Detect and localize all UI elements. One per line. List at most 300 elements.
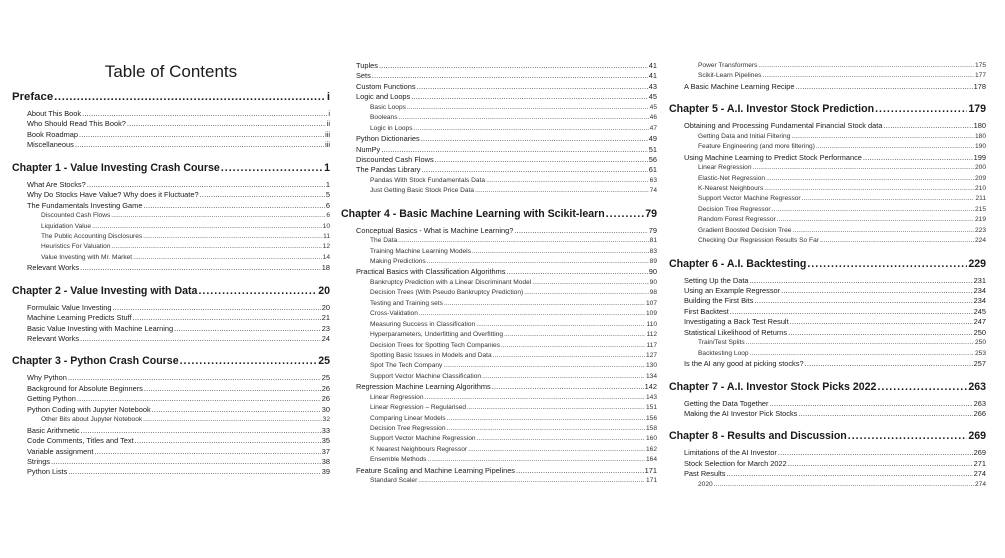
dot-leader	[802, 194, 975, 204]
toc-entry-label: Standard Scaler	[370, 477, 418, 485]
dot-leader	[730, 307, 973, 317]
toc-entry-page: 130	[645, 362, 657, 370]
toc-entry[interactable]	[669, 153, 986, 163]
chapter-5-heading[interactable]: Chapter 5 - A.I. Investor Stock Prediction ..... 179	[669, 101, 986, 117]
toc-subentry[interactable]	[669, 132, 986, 142]
toc-entry-label: Liquidation Value	[41, 222, 92, 230]
toc-entry[interactable]	[341, 267, 657, 277]
toc-entry-page: 45	[648, 92, 657, 102]
toc-subentry[interactable]	[341, 414, 657, 424]
dot-leader	[81, 426, 321, 436]
toc-subentry[interactable]	[341, 320, 657, 330]
toc-entry-page: 269	[973, 448, 986, 458]
chapter-4-continued-list	[669, 61, 986, 92]
toc-entry-page: ii	[326, 119, 330, 129]
dot-leader	[152, 405, 321, 415]
toc-entry-label: Relevant Works	[27, 334, 80, 343]
toc-entry-label: K-Nearest Neighbours	[698, 184, 764, 192]
toc-entry-page: 190	[974, 143, 986, 151]
toc-entry[interactable]	[341, 165, 657, 175]
toc-subentry[interactable]	[12, 242, 330, 252]
toc-entry[interactable]	[12, 190, 330, 200]
toc-entry-page: 117	[646, 341, 657, 349]
toc-entry-label: Power Transformers	[698, 62, 758, 69]
chapter-1-list	[12, 180, 330, 274]
toc-subentry[interactable]	[341, 236, 657, 246]
toc-entry-label: Statistical Likelihood of Returns	[684, 327, 788, 337]
toc-entry-page: 6	[325, 200, 330, 210]
toc-subentry[interactable]	[341, 341, 657, 351]
toc-subentry[interactable]	[341, 372, 657, 382]
dot-leader	[477, 434, 645, 444]
dot-leader	[80, 334, 321, 344]
toc-subentry[interactable]	[669, 142, 986, 152]
dot-leader	[750, 276, 973, 286]
toc-entry[interactable]	[341, 155, 657, 165]
dot-leader	[443, 361, 645, 371]
toc-subentry[interactable]	[12, 253, 330, 263]
toc-entry[interactable]	[341, 226, 657, 236]
toc-entry-page: i	[328, 109, 330, 118]
toc-entry[interactable]	[669, 286, 986, 296]
toc-entry[interactable]	[12, 426, 330, 436]
toc-subentry[interactable]	[669, 226, 986, 236]
dot-leader	[788, 459, 973, 469]
toc-entry-page: 14	[322, 253, 330, 261]
toc-entry[interactable]	[669, 328, 986, 338]
dot-leader	[514, 226, 647, 236]
toc-entry-label: Comparing Linear Models	[370, 414, 446, 422]
toc-entry[interactable]	[341, 134, 657, 144]
toc-entry-label: Ensemble Methods	[370, 456, 427, 464]
toc-subentry[interactable]	[341, 124, 657, 134]
toc-entry-label: The Fundamentals Investing Game	[27, 200, 143, 210]
toc-entry-page: 1	[325, 179, 330, 189]
toc-entry-label: About This Book	[27, 109, 82, 118]
toc-entry-label: Stock Selection for March 2022	[684, 458, 787, 468]
dot-leader	[427, 455, 645, 465]
toc-entry[interactable]	[12, 405, 330, 415]
toc-entry[interactable]	[12, 313, 330, 323]
toc-entry-label: Elastic-Net Regression	[698, 174, 766, 182]
toc-subentry[interactable]	[12, 211, 330, 221]
dot-leader	[79, 130, 324, 140]
toc-subentry[interactable]	[12, 415, 330, 425]
dot-leader	[174, 324, 321, 334]
toc-entry-label: Regression Machine Learning Algorithms	[356, 382, 491, 392]
toc-entry-label: The Pandas Library	[356, 165, 421, 175]
toc-entry-label: Support Vector Machine Classification	[370, 372, 482, 380]
chapter-1-heading[interactable]: Chapter 1 - Value Investing Crash Course ..... 1	[12, 160, 330, 176]
toc-subentry[interactable]	[669, 215, 986, 225]
toc-entry-label: Other Bits about Jupyter Notebook	[41, 416, 143, 424]
toc-subentry[interactable]	[12, 222, 330, 232]
toc-entry-label: Machine Learning Predicts Stuff	[27, 313, 132, 323]
toc-entry[interactable]	[669, 317, 986, 327]
chapter-3-continued-list	[341, 61, 657, 197]
toc-subentry[interactable]	[341, 476, 657, 486]
toc-subentry[interactable]	[341, 309, 657, 319]
dot-leader	[532, 278, 648, 288]
toc-entry-page: 38	[321, 456, 330, 466]
dot-leader	[68, 373, 321, 383]
toc-entry[interactable]	[669, 307, 986, 317]
chapter-5-list	[669, 121, 986, 246]
dot-leader	[418, 476, 645, 486]
toc-entry-label: A Basic Machine Learning Recipe	[684, 81, 795, 91]
toc-entry-page: 6	[326, 212, 330, 220]
toc-entry-page: 271	[973, 458, 986, 468]
toc-entry[interactable]	[12, 263, 330, 273]
chapter-7-list	[669, 399, 986, 420]
toc-entry-page: 274	[974, 480, 986, 488]
toc-entry-label: Variable assignment	[27, 446, 94, 456]
toc-entry-page: 162	[645, 445, 657, 453]
toc-subentry[interactable]	[341, 113, 657, 123]
dot-leader	[792, 226, 974, 236]
toc-entry-label: Random Forest Regressor	[698, 216, 776, 224]
dot-leader	[435, 155, 648, 165]
dot-leader	[444, 299, 645, 309]
toc-column-3	[669, 0, 986, 490]
toc-entry-label: Formulaic Value Investing	[27, 302, 112, 312]
dot-leader	[68, 467, 321, 477]
chapter-4-list	[341, 226, 657, 487]
toc-entry[interactable]	[341, 145, 657, 155]
dot-leader	[475, 186, 649, 196]
chapter-6-heading[interactable]: Chapter 6 - A.I. Backtesting ..... 229	[669, 256, 986, 272]
dot-leader	[493, 351, 645, 361]
toc-entry-label: Why Python	[27, 373, 67, 383]
toc-entry-page: 11	[323, 232, 330, 240]
toc-entry-page: 199	[973, 152, 986, 162]
toc-subentry[interactable]	[341, 403, 657, 413]
toc-subentry[interactable]	[341, 445, 657, 455]
toc-entry-label: Background for Absolute Beginners	[27, 383, 143, 393]
dot-leader	[770, 399, 973, 409]
toc-entry[interactable]	[341, 92, 657, 102]
chapter-4-heading[interactable]: Chapter 4 - Basic Machine Learning with Scikit-learn ..... 79	[341, 206, 657, 222]
toc-entry-page: 231	[973, 275, 986, 285]
toc-entry-label: Linear Regression	[698, 164, 752, 172]
toc-entry-label: K Nearest Neighbours Regressor	[370, 445, 468, 453]
toc-subentry[interactable]	[341, 186, 657, 196]
toc-entry-page: 151	[645, 404, 657, 412]
toc-entry-label: First Backtest	[684, 306, 729, 316]
toc-entry-label: Tuples	[356, 61, 378, 70]
toc-entry[interactable]	[12, 180, 330, 190]
toc-entry-label: Setting Up the Data	[684, 275, 749, 285]
toc-entry-page: 33	[321, 425, 330, 435]
toc-entry-label: Bankruptcy Prediction with a Linear Discriminant Model	[370, 278, 532, 286]
toc-entry[interactable]	[12, 334, 330, 344]
toc-entry-page: 32	[322, 416, 330, 424]
toc-subentry[interactable]	[669, 480, 986, 490]
dot-leader	[805, 359, 973, 369]
toc-entry-label: Sets	[356, 71, 371, 81]
toc-entry-page: 215	[974, 205, 986, 213]
toc-entry-label: Getting the Data Together	[684, 398, 769, 408]
toc-entry-page: 20	[321, 302, 330, 312]
dot-leader	[482, 372, 645, 382]
toc-entry-page: 26	[321, 383, 330, 393]
toc-subentry[interactable]	[341, 424, 657, 434]
toc-entry-label: Building the First Bits	[684, 296, 754, 306]
toc-entry-label: Python Dictionaries	[356, 134, 420, 144]
toc-subentry[interactable]	[341, 257, 657, 267]
toc-entry-page: 245	[973, 306, 986, 316]
dot-leader	[863, 153, 973, 163]
dot-leader	[144, 384, 321, 394]
toc-entry-page: 47	[649, 124, 657, 132]
toc-entry-page: 127	[645, 351, 657, 359]
toc-entry[interactable]	[341, 82, 657, 92]
toc-entry-page: 25	[321, 373, 330, 383]
chapter-2-heading[interactable]: Chapter 2 - Value Investing with Data ..... 20	[12, 283, 330, 299]
toc-entry-page: 180	[974, 132, 986, 140]
toc-entry-label: Book Roadmap	[27, 129, 78, 139]
toc-entry-page: 142	[644, 382, 657, 392]
dot-leader	[421, 134, 648, 144]
toc-entry-label: Python Lists	[27, 467, 68, 477]
toc-entry-page: 45	[649, 103, 657, 111]
toc-entry-label: Scikit-Learn Pipelines	[698, 72, 762, 80]
dot-leader	[379, 61, 648, 71]
chapter-6-list	[669, 276, 986, 370]
toc-entry-label: Decision Tree Regression	[370, 425, 446, 432]
toc-entry-label: Pandas With Stock Fundamentals Data	[370, 176, 486, 184]
toc-entry-label: Discounted Cash Flows	[356, 154, 434, 164]
toc-subentry[interactable]	[341, 103, 657, 113]
toc-subentry[interactable]	[341, 299, 657, 309]
toc-entry[interactable]	[12, 109, 330, 119]
dot-leader	[781, 286, 973, 296]
dot-leader	[411, 92, 648, 102]
toc-entry-page: 210	[974, 184, 986, 192]
toc-title: Table of Contents	[104, 62, 238, 81]
dot-leader	[87, 180, 325, 190]
toc-entry-page: 79	[648, 225, 657, 235]
toc-entry[interactable]	[12, 201, 330, 211]
toc-entry-page: 257	[973, 359, 986, 369]
toc-subentry[interactable]	[341, 176, 657, 186]
toc-entry-label: Getting Data and Initial Filtering	[698, 132, 791, 140]
toc-entry[interactable]	[669, 359, 986, 369]
toc-subentry[interactable]	[341, 361, 657, 371]
toc-entry-label: Using Machine Learning to Predict Stock Performance	[684, 152, 862, 162]
dot-leader	[798, 409, 972, 419]
dot-leader	[501, 341, 645, 351]
toc-entry-page: 250	[973, 327, 986, 337]
toc-entry-label: Relevant Works	[27, 263, 80, 273]
toc-entry[interactable]	[669, 296, 986, 306]
toc-subentry[interactable]	[669, 349, 986, 359]
toc-entry[interactable]	[12, 457, 330, 467]
toc-entry-page: 200	[974, 164, 986, 172]
dot-leader	[372, 71, 648, 81]
toc-entry-label: Decision Trees (With Pseudo Bankruptcy Prediction)	[370, 289, 524, 297]
toc-entry[interactable]	[12, 303, 330, 313]
dot-leader	[472, 247, 649, 257]
toc-entry-page: 109	[645, 310, 657, 318]
toc-entry-label: Linear Regression – Regularised	[370, 404, 467, 412]
toc-entry-label: What Are Stocks?	[27, 179, 86, 189]
toc-entry-page: 223	[974, 226, 986, 234]
toc-entry-page: 49	[648, 134, 657, 144]
toc-entry-page: 63	[649, 176, 657, 184]
dot-leader	[447, 414, 645, 424]
toc-subentry[interactable]	[341, 434, 657, 444]
toc-entry-page: 81	[649, 237, 657, 245]
toc-entry[interactable]	[12, 467, 330, 477]
toc-entry-page: 26	[321, 394, 330, 404]
toc-subentry[interactable]	[341, 393, 657, 403]
toc-entry[interactable]	[12, 130, 330, 140]
toc-entry-page: 56	[648, 154, 657, 164]
toc-entry[interactable]	[341, 466, 657, 476]
chapter-3-heading[interactable]: Chapter 3 - Python Crash Course ..... 25	[12, 353, 330, 369]
toc-entry[interactable]	[669, 459, 986, 469]
preface-heading[interactable]: Preface ..... i	[12, 89, 330, 105]
toc-entry-page: 98	[649, 289, 657, 297]
toc-subentry[interactable]	[669, 174, 986, 184]
toc-entry[interactable]	[12, 436, 330, 446]
dot-leader	[772, 205, 974, 215]
toc-entry-label: Obtaining and Processing Fundamental Financial Stock data	[684, 121, 883, 131]
toc-entry[interactable]	[12, 394, 330, 404]
toc-subentry[interactable]	[669, 338, 986, 348]
toc-entry-page: 24	[321, 334, 330, 343]
dot-leader	[143, 201, 324, 211]
dot-leader	[753, 163, 974, 173]
toc-entry-page: 250	[974, 339, 986, 347]
dot-leader	[492, 382, 644, 392]
toc-entry-label: Decision Tree Regressor	[698, 205, 771, 213]
dot-leader	[398, 236, 649, 246]
toc-entry[interactable]	[669, 399, 986, 409]
toc-entry-page: 274	[973, 469, 986, 479]
toc-subentry[interactable]	[669, 194, 986, 204]
toc-entry-page: iii	[325, 129, 330, 139]
toc-entry[interactable]	[12, 447, 330, 457]
chapter-8-heading[interactable]: Chapter 8 - Results and Discussion ..... 269	[669, 428, 986, 444]
toc-entry-label: Spotting Basic Issues in Models and Data	[370, 351, 492, 359]
dot-leader	[516, 466, 644, 476]
toc-entry[interactable]	[669, 448, 986, 458]
dot-leader	[777, 215, 974, 225]
toc-entry-page: 178	[973, 81, 986, 91]
toc-entry-page: 160	[645, 435, 657, 443]
toc-entry-page: 234	[973, 296, 986, 306]
toc-entry[interactable]	[12, 324, 330, 334]
toc-entry-label: Backtesting Loop	[698, 349, 749, 357]
toc-entry-label: Miscellaneous	[27, 140, 74, 150]
toc-subentry[interactable]	[341, 455, 657, 465]
dot-leader	[381, 145, 648, 155]
toc-subentry[interactable]	[669, 184, 986, 194]
toc-subentry[interactable]	[12, 232, 330, 242]
dot-leader	[778, 448, 973, 458]
toc-entry-page: 23	[321, 323, 330, 333]
chapter-8-list	[669, 448, 986, 490]
toc-entry-page: 219	[974, 216, 986, 224]
toc-entry-label: Is the AI any good at picking stocks?	[684, 359, 804, 369]
dot-leader	[764, 184, 974, 194]
toc-entry-label: Logic in Loops	[370, 124, 413, 132]
dot-leader	[790, 317, 973, 327]
toc-entry-label: Basic Value Investing with Machine Learning	[27, 323, 174, 333]
toc-subentry[interactable]	[669, 163, 986, 173]
toc-entry-page: 253	[974, 349, 986, 357]
toc-subentry[interactable]	[669, 61, 986, 71]
dot-leader	[788, 328, 973, 338]
toc-entry-label: Checking Our Regression Results So Far	[698, 237, 819, 245]
toc-subentry[interactable]	[341, 278, 657, 288]
dot-leader	[883, 121, 972, 131]
toc-entry-label: Linear Regression	[370, 393, 424, 401]
toc-entry-page: 5	[325, 190, 330, 200]
toc-entry-page: 35	[321, 436, 330, 446]
toc-entry[interactable]	[12, 373, 330, 383]
toc-entry-label: The Data	[370, 237, 398, 245]
toc-subentry[interactable]	[341, 288, 657, 298]
toc-subentry[interactable]	[669, 71, 986, 81]
toc-entry[interactable]	[669, 82, 986, 92]
dot-leader	[111, 211, 325, 221]
dot-leader	[414, 124, 649, 134]
toc-subentry[interactable]	[341, 247, 657, 257]
toc-entry-page: 171	[645, 477, 657, 485]
dot-leader	[82, 109, 327, 119]
toc-entry[interactable]	[341, 61, 657, 71]
toc-subentry[interactable]	[341, 330, 657, 340]
toc-entry[interactable]	[669, 469, 986, 479]
toc-subentry[interactable]	[341, 351, 657, 361]
toc-entry[interactable]	[341, 382, 657, 392]
dot-leader	[476, 320, 645, 330]
toc-entry-label: Past Results	[684, 469, 726, 479]
toc-entry[interactable]	[12, 384, 330, 394]
toc-entry[interactable]	[12, 140, 330, 150]
toc-entry-label: Train/Test Splits	[698, 339, 745, 347]
toc-subentry[interactable]	[669, 205, 986, 215]
dot-leader	[820, 236, 974, 246]
toc-entry[interactable]	[12, 119, 330, 129]
toc-entry-label: 2020	[698, 480, 713, 488]
toc-entry-label: Why Do Stocks Have Value? Why does it Fluctuate?	[27, 190, 199, 200]
toc-entry[interactable]	[341, 71, 657, 81]
toc-entry-label: Python Coding with Jupyter Notebook	[27, 404, 151, 414]
toc-entry[interactable]	[669, 276, 986, 286]
dot-leader	[127, 119, 326, 129]
toc-subentry[interactable]	[669, 236, 986, 246]
toc-entry[interactable]	[669, 121, 986, 131]
toc-entry-page: 39	[321, 467, 330, 477]
dot-leader	[112, 242, 322, 252]
dot-leader	[399, 113, 649, 123]
chapter-7-heading[interactable]: Chapter 7 - A.I. Investor Stock Picks 2022 ..... 263	[669, 379, 986, 395]
toc-entry-label: Discounted Cash Flows	[41, 212, 111, 220]
dot-leader	[746, 338, 974, 348]
preface-list	[12, 109, 330, 151]
dot-leader	[77, 394, 321, 404]
dot-leader	[200, 190, 325, 200]
dot-leader	[94, 447, 320, 457]
dot-leader	[51, 457, 321, 467]
toc-entry-page: 89	[649, 258, 657, 265]
toc-entry-page: 41	[648, 61, 657, 70]
toc-entry[interactable]	[669, 409, 986, 419]
